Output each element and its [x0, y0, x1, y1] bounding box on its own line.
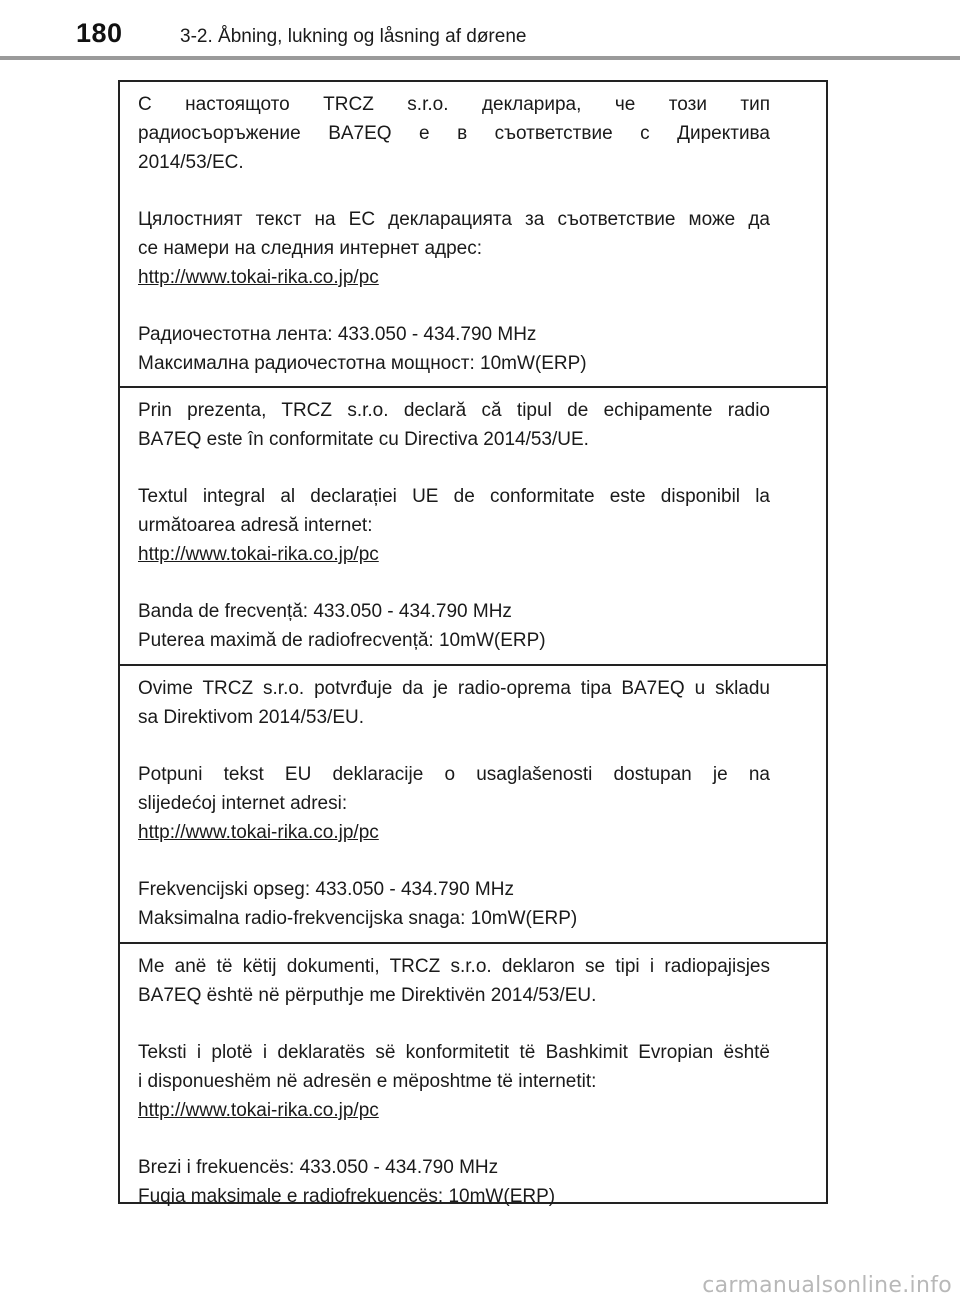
header-divider	[0, 56, 960, 60]
statement-line: Prin prezenta, TRCZ s.r.o. declară că tipul de echipamente radio	[138, 400, 770, 421]
fulltext-line: i disponueshëm në adresën e mëposhtme të internetit:	[138, 1071, 597, 1092]
declaration-block-bulgarian	[120, 82, 826, 386]
fulltext-line: се намери на следния интернет адрес:	[138, 238, 483, 259]
statement-line: BA7EQ është në përputhje me Direktivën 2014/53/EU.	[138, 985, 597, 1006]
fulltext-line: Teksti i plotë i deklaratës së konformitetit të Bashkimit Evropian është	[138, 1042, 770, 1063]
max-power: Максимална радиочестотна мощност: 10mW(ERP)	[138, 353, 587, 374]
declaration-link[interactable]: http://www.tokai-rika.co.jp/pc	[138, 544, 379, 565]
frequency-band: Banda de frecvență: 433.050 - 434.790 MHz	[138, 601, 512, 622]
max-power: Maksimalna radio-frekvencijska snaga: 10mW(ERP)	[138, 908, 578, 929]
declaration-table	[118, 80, 828, 1207]
page-number: 180	[76, 18, 123, 48]
declaration-block-bosnian	[120, 664, 826, 942]
statement-line: Me anë të këtij dokumenti, TRCZ s.r.o. deklaron se tipi i radiopajisjes	[138, 956, 770, 977]
frequency-band: Радиочестотна лента: 433.050 - 434.790 MHz	[138, 324, 537, 345]
declaration-block-romanian	[120, 386, 826, 664]
max-power: Puterea maximă de radiofrecvență: 10mW(ERP)	[138, 630, 546, 651]
declaration-block-albanian	[120, 942, 826, 1207]
fulltext-line: Цялостният текст на ЕС декларацията за съответствие може да	[138, 209, 770, 230]
declaration-link[interactable]: http://www.tokai-rika.co.jp/pc	[138, 267, 379, 288]
statement-line: Ovime TRCZ s.r.o. potvrđuje da je radio-oprema tipa BA7EQ u skladu	[138, 678, 770, 699]
site-watermark: carmanualsonline.info	[702, 1273, 952, 1298]
fulltext-line: următoarea adresă internet:	[138, 515, 373, 536]
max-power: Fuqia maksimale e radiofrekuencës: 10mW(ERP)	[138, 1186, 556, 1207]
fulltext-line: Potpuni tekst EU deklaracije o usaglašenosti dostupan je na	[138, 764, 770, 785]
fulltext-line: slijedećoj internet adresi:	[138, 793, 348, 814]
page-header	[0, 0, 960, 62]
statement-line: 2014/53/ЕС.	[138, 152, 244, 173]
declaration-link[interactable]: http://www.tokai-rika.co.jp/pc	[138, 822, 379, 843]
frequency-band: Brezi i frekuencës: 433.050 - 434.790 MHz	[138, 1157, 499, 1178]
statement-line: радиосъоръжение BA7EQ е в съответствие с Директива	[138, 123, 770, 144]
declaration-link[interactable]: http://www.tokai-rika.co.jp/pc	[138, 1100, 379, 1121]
statement-line: sa Direktivom 2014/53/EU.	[138, 707, 364, 728]
statement-line: С настоящото TRCZ s.r.o. декларира, че този тип	[138, 94, 770, 115]
statement-line: BA7EQ este în conformitate cu Directiva 2014/53/UE.	[138, 429, 589, 450]
frequency-band: Frekvencijski opseg: 433.050 - 434.790 MHz	[138, 879, 514, 900]
section-title: 3-2. Åbning, lukning og låsning af dørene	[180, 26, 527, 47]
fulltext-line: Textul integral al declarației UE de conformitate este disponibil la	[138, 486, 770, 507]
